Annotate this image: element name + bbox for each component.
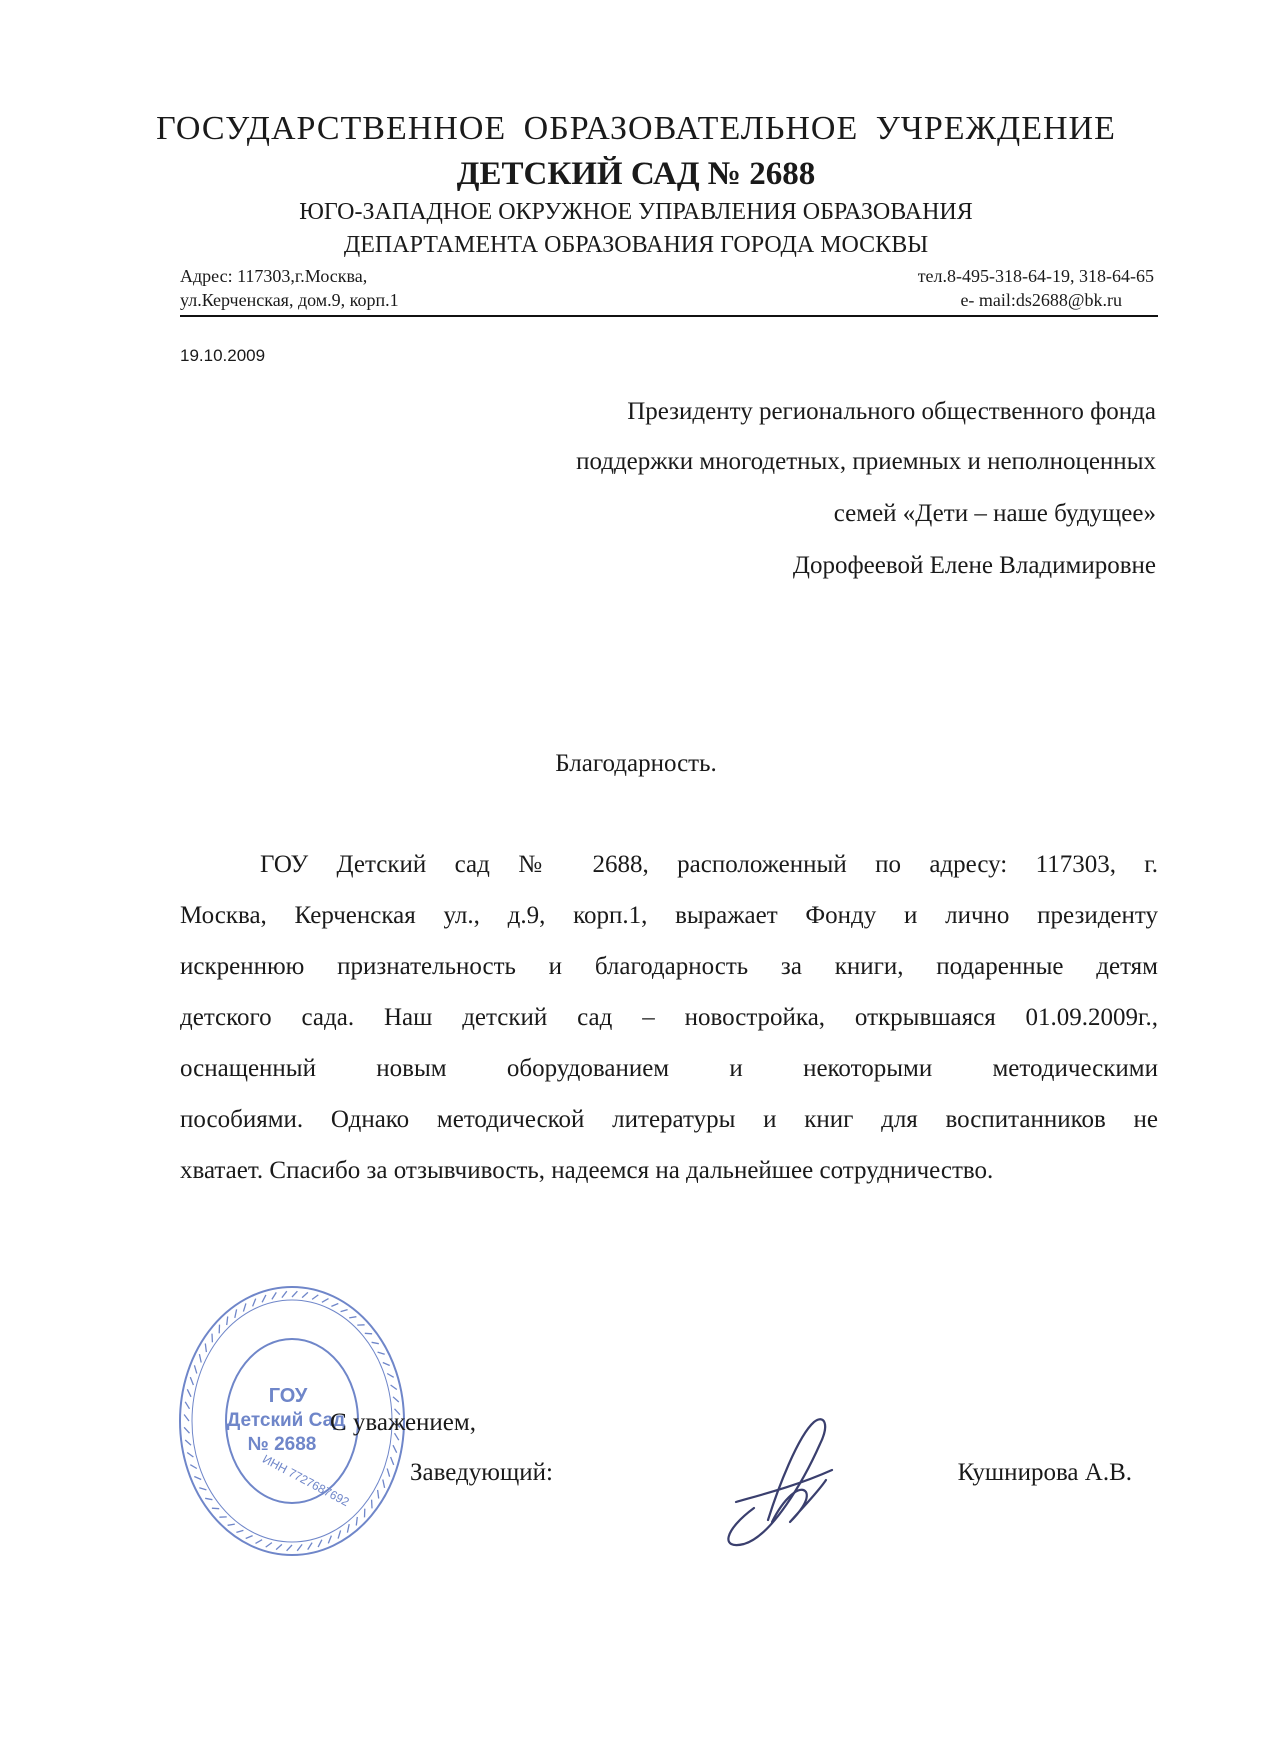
body-line: ГОУ Детский сад № 2688, расположенный по адресу: 117303, г.	[260, 851, 1158, 878]
stamp-ring-mark	[190, 1377, 193, 1385]
stamp-ring-mark	[228, 1524, 235, 1525]
stamp-ring-mark	[194, 1365, 196, 1373]
header-district-office: ЮГО-ЗАПАДНОЕ ОКРУЖНОЕ УПРАВЛЕНИЯ ОБРАЗОВАНИЯ	[299, 199, 973, 225]
stamp-ring-mark	[253, 1299, 256, 1307]
stamp-ring-mark	[318, 1540, 322, 1547]
stamp-ring-mark	[349, 1317, 356, 1318]
stamp-ring-mark	[187, 1453, 193, 1458]
stamp-ring-mark	[194, 1477, 201, 1480]
stamp-ring-mark	[372, 1342, 379, 1343]
stamp-text: ГОУ	[268, 1385, 308, 1407]
stamp-ring-mark	[387, 1469, 389, 1477]
letter-date: 19.10.2009	[180, 346, 266, 365]
stamp-ring-mark	[292, 1291, 297, 1297]
stamp-ring-mark	[256, 1540, 263, 1544]
header-divider	[180, 315, 1158, 317]
body-line: оснащенный новым оборудованием и некоторыми методическими	[180, 1055, 1158, 1082]
stamp-ring-mark	[212, 1508, 219, 1509]
closing-regards: С уважением,	[330, 1409, 476, 1436]
body-line: искреннюю признательность и благодарность за книги, подаренные детям	[180, 953, 1158, 980]
signatory-name: Кушнирова А.В.	[957, 1459, 1132, 1486]
stamp-ring-mark	[187, 1389, 191, 1397]
stamp-ring-mark	[236, 1530, 243, 1532]
stamp-ring-mark	[287, 1545, 292, 1551]
header-address-line-2: ул.Керченская, дом.9, корп.1	[180, 290, 399, 310]
body-line: пособиями. Однако методической литературы и книг для воспитанников не	[180, 1106, 1158, 1133]
stamp-ring-mark	[227, 1317, 228, 1326]
stamp-ring-mark	[312, 1295, 318, 1300]
stamp-ring-mark	[302, 1292, 308, 1297]
stamp-text: ИНН 7727687692	[260, 1451, 352, 1510]
body-line: хватает. Спасибо за отзывчивость, надеемся на дальнейшее сотрудничество.	[180, 1157, 994, 1184]
stamp-ring-mark	[378, 1490, 379, 1499]
header-institution-type: ГОСУДАРСТВЕННОЕ ОБРАЗОВАТЕЛЬНОЕ УЧРЕЖДЕНИЕ	[156, 110, 1116, 147]
header-email: e- mail:ds2688@bk.ru	[960, 290, 1122, 310]
stamp-ring-mark	[199, 1354, 201, 1362]
stamp-ring-mark	[297, 1544, 302, 1550]
stamp-ring-mark	[184, 1415, 189, 1422]
stamp-ring-mark	[185, 1402, 189, 1409]
stamp-ring-mark	[205, 1344, 206, 1353]
stamp-ring-mark	[328, 1536, 331, 1544]
stamp-text: Детский Сад	[226, 1410, 346, 1431]
stamp-ring-mark	[185, 1440, 191, 1445]
stamp-ring-mark	[331, 1304, 338, 1307]
stamp-ring-mark	[308, 1543, 312, 1550]
stamp-ring-mark	[383, 1363, 390, 1366]
header-institution-name: ДЕТСКИЙ САД № 2688	[456, 156, 816, 192]
addressee-line: семей «Дети – наше будущее»	[833, 500, 1156, 527]
stamp-ring-mark	[190, 1465, 197, 1469]
stamp-ring-mark	[387, 1374, 394, 1378]
addressee-line: поддержки многодетных, приемных и неполноценных	[576, 448, 1156, 475]
stamp-ring-mark	[341, 1310, 348, 1312]
stamp-ring-mark	[199, 1488, 206, 1490]
stamp-ring-mark	[338, 1530, 341, 1538]
stamp-ring-mark	[243, 1303, 246, 1311]
handwritten-signature	[714, 1410, 844, 1550]
stamp-ring-mark	[184, 1427, 189, 1433]
signatory-position: Заведующий:	[410, 1459, 553, 1486]
stamp-ring-mark	[356, 1517, 357, 1526]
stamp-ring-mark	[322, 1299, 329, 1303]
stamp-ring-mark	[391, 1457, 394, 1465]
stamp-ring-mark	[391, 1385, 397, 1390]
stamp-ring-mark	[272, 1292, 276, 1299]
stamp-ring-mark	[383, 1480, 385, 1488]
stamp-ring-mark	[246, 1536, 253, 1539]
addressee-line: Президенту регионального общественного фонда	[627, 398, 1156, 425]
stamp-ring-mark	[282, 1291, 287, 1297]
header-address-line-1: Адрес: 117303,г.Москва,	[180, 266, 368, 286]
header-phone: тел.8-495-318-64-19, 318-64-65	[917, 266, 1154, 286]
header-department: ДЕПАРТАМЕНТА ОБРАЗОВАНИЯ ГОРОДА МОСКВЫ	[343, 232, 929, 258]
stamp-ring-mark	[393, 1397, 399, 1402]
stamp-ring-mark	[378, 1352, 385, 1354]
stamp-ring-mark	[262, 1295, 266, 1302]
stamp-ring-mark	[266, 1543, 272, 1548]
stamp-text: № 2688	[247, 1434, 317, 1455]
stamp-ring-mark	[393, 1445, 397, 1453]
addressee-name: Дорофеевой Елене Владимировне	[792, 552, 1156, 579]
stamp-ring-mark	[365, 1333, 372, 1334]
letter-title: Благодарность.	[555, 750, 717, 777]
stamp-ring-mark	[235, 1309, 237, 1318]
stamp-ring-mark	[276, 1544, 282, 1549]
body-line: детского сада. Наш детский сад – новостройка, открывшаяся 01.09.2009г.,	[180, 1004, 1158, 1031]
body-line: Москва, Керченская ул., д.9, корп.1, выражает Фонду и лично президенту	[180, 902, 1158, 929]
stamp-ring-mark	[347, 1524, 349, 1533]
stamp-ring-mark	[205, 1498, 212, 1499]
